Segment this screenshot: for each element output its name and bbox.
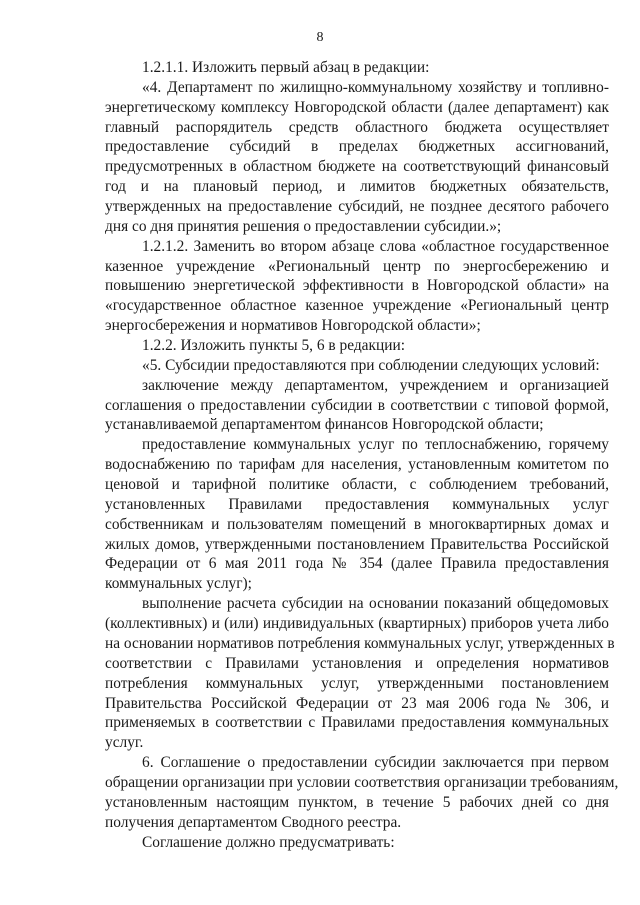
text-line: установленных Правилами предоставления коммунальных услуг [105,495,609,513]
paragraph [105,336,609,356]
text-line: услуг. [105,734,144,752]
text-line: Федерации от 6 мая 2011 года № 354 (далее Правила предоставления [105,555,609,573]
text-line: ценовой и тарифной политике области, с соблюдением требований, [105,476,609,494]
paragraph [105,435,609,594]
text-line: главный распорядитель средств областного бюджета осуществляет [105,118,609,136]
text-line: выполнение расчета субсидии на основании показаний общедомовых [142,595,609,613]
text-line: 1.2.2. Изложить пункты 5, 6 в редакции: [142,337,405,355]
text-line: на основании нормативов потребления коммунальных услуг, утвержденных в [105,634,615,652]
paragraph [105,78,609,237]
text-line: 1.2.1.2. Заменить во втором абзаце слова «областное государственное [142,237,609,255]
text-line: устанавливаемой департаментом финансов Новгородской области; [105,416,544,434]
text-line: применяемых в соответствии с Правилами предоставления коммунальных [105,714,609,732]
text-line: Соглашение должно предусматривать: [142,833,395,851]
paragraph [105,356,609,376]
text-line: соответствии с Правилами установления и определения нормативов [105,654,609,672]
text-line: 1.2.1.1. Изложить первый абзац в редакции: [142,59,430,76]
text-line: (коллективных) и (или) индивидуальных (квартирных) приборов учета либо [105,615,609,633]
text-line: потребления коммунальных услуг, утвержденными постановлением [105,674,609,692]
paragraph [105,753,619,832]
text-line: водоснабжению по тарифам для населения, установленным комитетом по [105,456,609,474]
paragraph [105,376,609,436]
text-line: предусмотренных в областном бюджете на соответствующий финансовый [105,158,609,176]
text-line: соглашения о предоставлении субсидии в соответствии с типовой формой, [105,396,609,414]
page-number: 8 [316,30,324,45]
text-line: установленным настоящим пунктом, в течение 5 рабочих дней со дня [105,793,609,811]
paragraph [105,58,609,78]
text-line: 6. Соглашение о предоставлении субсидии заключается при первом [142,754,609,772]
text-line: обращении организации при условии соответствия организации требованиям, [105,773,619,791]
paragraph [105,833,609,853]
text-line: энергетическому комплексу Новгородской области (далее департамент) как [105,98,609,116]
document-body [105,58,619,852]
text-line: «5. Субсидии предоставляются при соблюдении следующих условий: [142,356,600,374]
paragraph [105,594,615,753]
text-line: год и на плановый период, и лимитов бюджетных обязательств, [105,178,609,196]
text-line: коммунальных услуг); [105,575,252,593]
text-line: жилых домов, утвержденными постановлением Правительства Российской [105,535,609,553]
text-line: предоставление коммунальных услуг по теплоснабжению, горячему [142,436,609,454]
paragraph [105,237,609,336]
text-line: получения департаментом Сводного реестра. [105,813,402,831]
text-line: заключение между департаментом, учреждением и организацией [142,376,609,394]
text-line: «4. Департамент по жилищно-коммунальному хозяйству и топливно- [142,78,609,96]
text-line: собственникам и пользователям помещений в многоквартирных домах и [105,515,609,533]
text-line: предоставление субсидий в пределах бюджетных ассигнований, [105,138,609,156]
text-line: «государственное областное казенное учреждение «Региональный центр [105,297,609,315]
text-line: утвержденных на предоставление субсидий, не позднее десятого рабочего [105,198,609,216]
text-line: повышению энергетической эффективности в Новгородской области» на [105,277,609,295]
text-line: Правительства Российской Федерации от 23 мая 2006 года № 306, и [105,694,609,712]
text-line: казенное учреждение «Региональный центр по энергосбережению и [105,257,609,275]
text-line: энергосбережения и нормативов Новгородской области»; [105,317,481,335]
text-line: дня со дня принятия решения о предоставлении субсидии.»; [105,217,502,235]
